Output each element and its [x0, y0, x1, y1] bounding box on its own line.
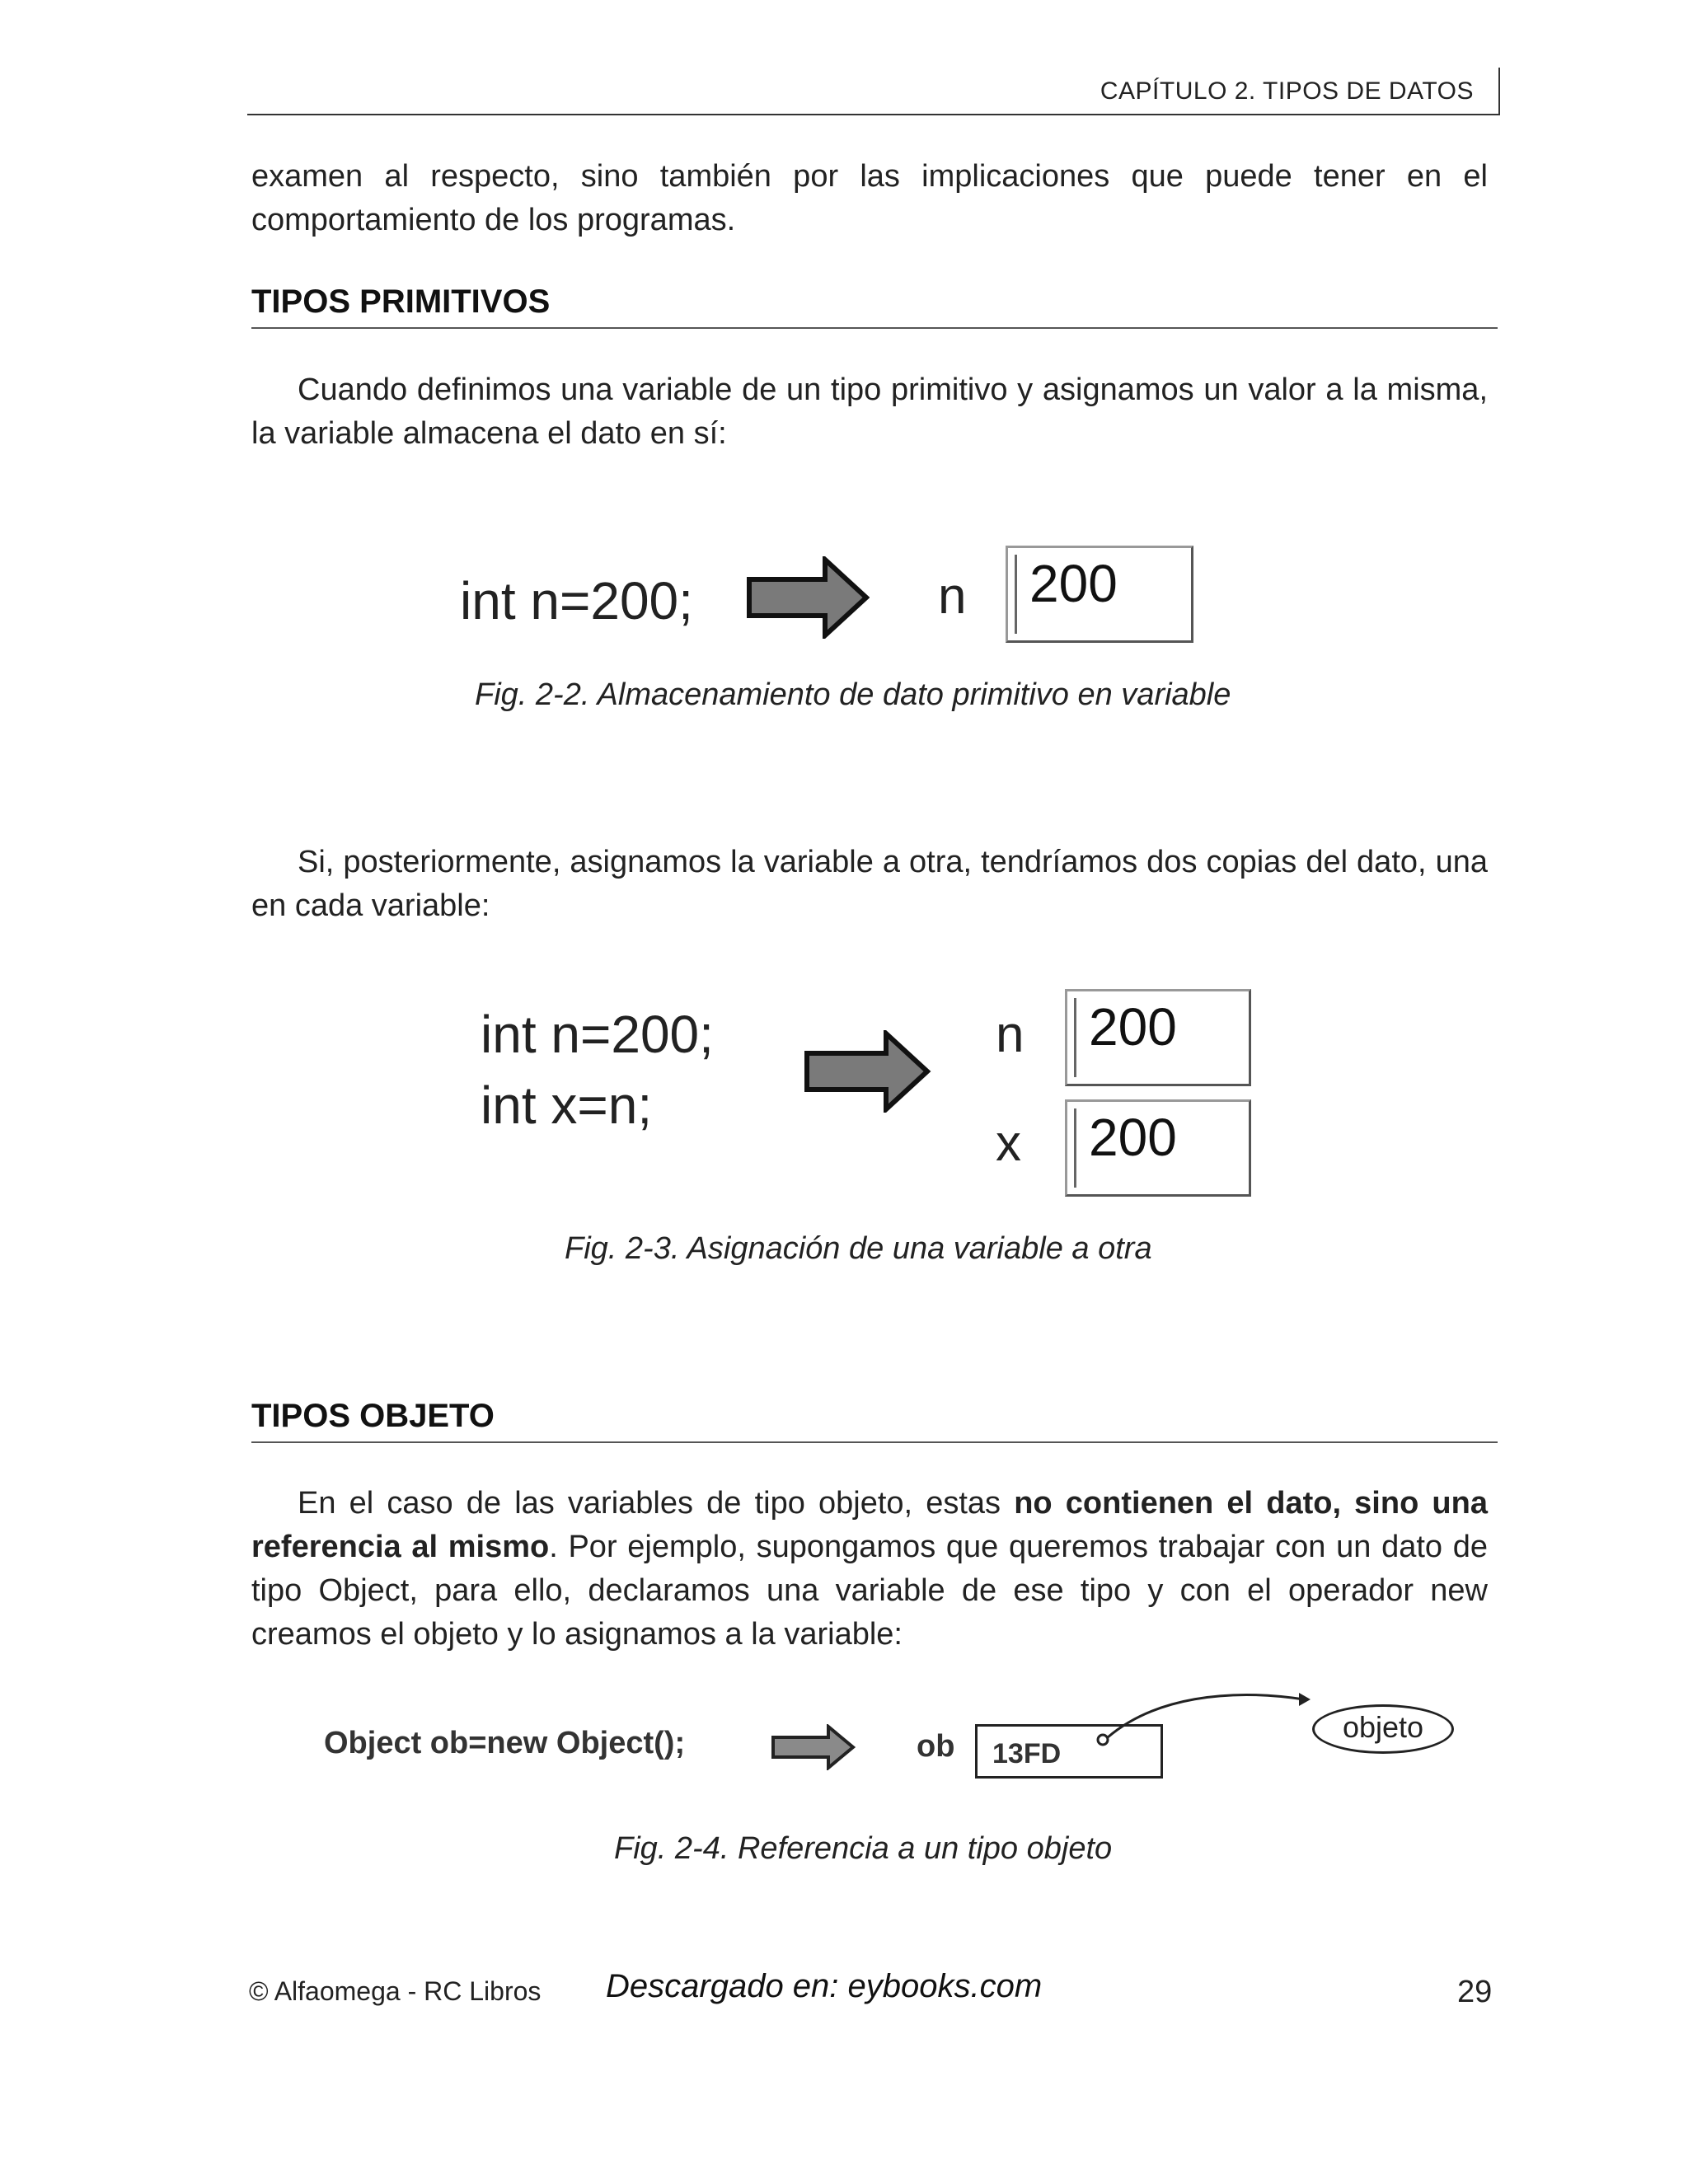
variable-value-x: 200 — [1089, 1108, 1177, 1167]
arrow-right-icon — [771, 1724, 857, 1770]
section-heading-primitivos: TIPOS PRIMITIVOS — [251, 284, 1498, 329]
code-line-2: int x=n; — [481, 1076, 653, 1135]
paragraph-objeto-bold: no contienen el dato, sino una referencia al mismo — [251, 1486, 1488, 1564]
arrow-right-icon — [804, 1030, 931, 1113]
paragraph-objeto-text-1: En el caso de las variables de tipo objeto, estas — [298, 1486, 1015, 1521]
page-number: 29 — [1457, 1975, 1493, 2009]
figure-caption: Fig. 2-3. Asignación de una variable a otra — [565, 1231, 1152, 1266]
publisher-credit: © Alfaomega - RC Libros — [249, 1976, 542, 2006]
variable-label: n — [938, 568, 967, 625]
paragraph-primitivos-1: Cuando definimos una variable de un tipo primitivo y asignamos un valor a la misma, la variable almacena el dato en sí: — [251, 373, 1488, 451]
intro-paragraph: examen al respecto, sino también por las implicaciones que puede tener en el comportamiento de los programas. — [251, 159, 1488, 237]
variable-value: 200 — [1029, 554, 1118, 613]
figure-caption: Fig. 2-4. Referencia a un tipo objeto — [614, 1831, 1113, 1866]
box-cursor — [1015, 555, 1017, 634]
variable-label: ob — [917, 1729, 955, 1764]
figure-caption: Fig. 2-2. Almacenamiento de dato primitivo en variable — [475, 677, 1231, 712]
object-ellipse — [1312, 1704, 1454, 1754]
reference-value: 13FD — [992, 1738, 1062, 1769]
figure-2-4 — [0, 1681, 1688, 1797]
section-heading-objeto: TIPOS OBJETO — [251, 1398, 1498, 1443]
code-snippet: int n=200; — [460, 571, 693, 630]
running-header — [247, 68, 1500, 115]
variable-value-box-x — [1065, 1099, 1251, 1197]
code-snippet: Object ob=new Object(); — [324, 1726, 686, 1760]
variable-value-box — [1006, 546, 1193, 643]
object-label: objeto — [1342, 1710, 1424, 1744]
box-cursor — [1074, 1108, 1076, 1188]
reference-pointer-icon — [1088, 1681, 1311, 1755]
variable-value-n: 200 — [1089, 997, 1177, 1057]
header-divider — [1498, 68, 1500, 114]
arrow-right-icon — [746, 556, 870, 639]
download-note: Descargado en: eybooks.com — [606, 1968, 1043, 2004]
code-line-1: int n=200; — [481, 1005, 714, 1064]
box-cursor — [1074, 998, 1076, 1077]
paragraph-primitivos-2: Si, posteriormente, asignamos la variable a otra, tendríamos dos copias del dato, una en cada variable: — [251, 845, 1488, 923]
paragraph-objeto-text-2: . Por ejemplo, supongamos que queremos trabajar con un dato de tipo Object, para ello, declaramos una variable de ese tipo y con el operador new creamos el objeto y lo asignamos a la variable: — [251, 1530, 1488, 1652]
paragraph-objeto — [251, 1482, 1488, 1657]
chapter-title: CAPÍTULO 2. TIPOS DE DATOS — [1100, 77, 1474, 105]
variable-label-n: n — [996, 1006, 1025, 1063]
variable-value-box-n — [1065, 989, 1251, 1086]
figure-2-3 — [0, 981, 1688, 1212]
variable-label-x: x — [996, 1115, 1021, 1172]
